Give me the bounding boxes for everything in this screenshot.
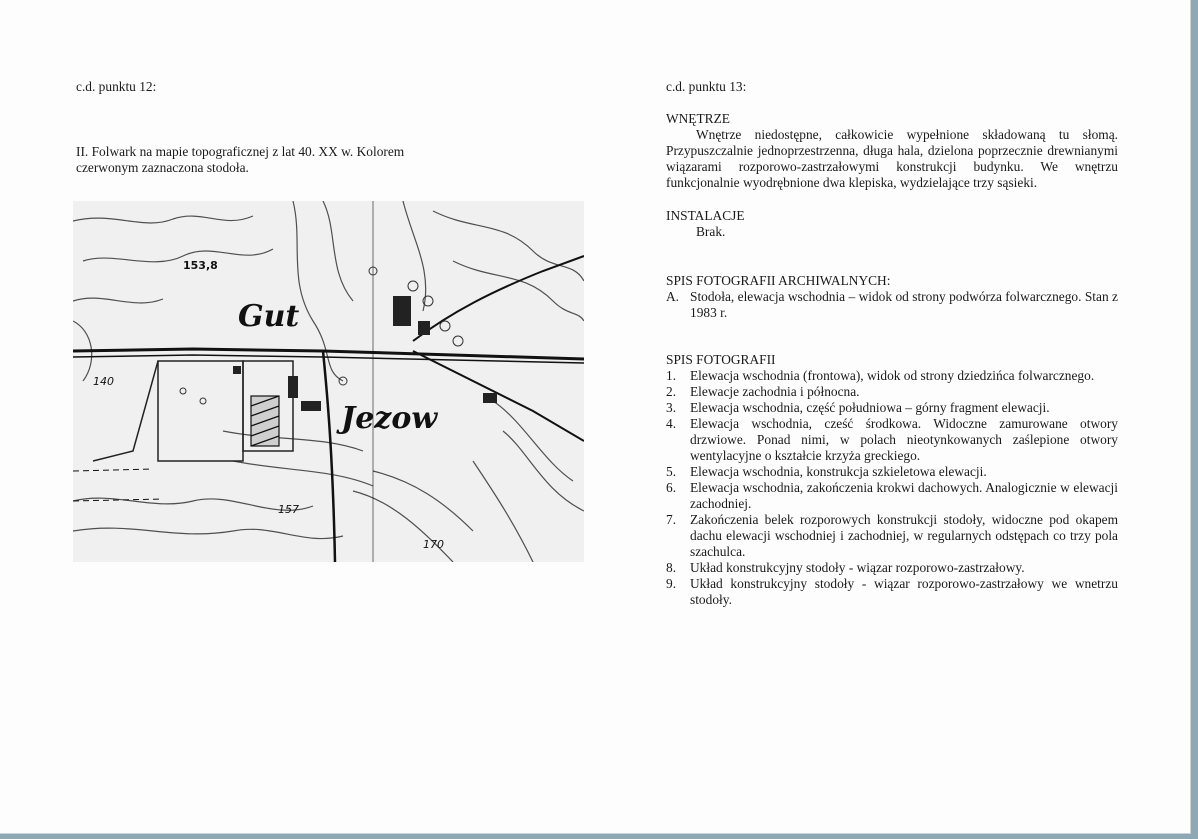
map-label-gut: Gut bbox=[238, 299, 300, 334]
list-item-number: 1. bbox=[666, 368, 677, 383]
list-item-text: Elewacje zachodnia i północna. bbox=[690, 384, 860, 399]
map-label-elevation-140: 140 bbox=[93, 375, 114, 388]
list-item-number: 2. bbox=[666, 384, 677, 399]
section-wnetrze bbox=[666, 111, 1118, 191]
list-item-number: A. bbox=[666, 289, 680, 304]
list-item bbox=[666, 464, 1118, 480]
list-item bbox=[666, 560, 1118, 576]
list-item-number: 7. bbox=[666, 512, 677, 527]
list-item bbox=[666, 384, 1118, 400]
map-label-jezow: Jezow bbox=[341, 401, 438, 436]
section-title-wnetrze: WNĘTRZE bbox=[666, 111, 730, 126]
list-item bbox=[666, 576, 1118, 608]
list-item-text: Układ konstrukcyjny stodoły - wiązar rozporowo-zastrzałowy. bbox=[690, 560, 1025, 575]
section-title-instalacje: INSTALACJE bbox=[666, 208, 745, 223]
list-item bbox=[666, 289, 1118, 321]
map-label-elevation-153: 153,8 bbox=[183, 259, 218, 272]
left-heading: c.d. punktu 12: bbox=[76, 79, 157, 94]
section-photos bbox=[666, 352, 1118, 608]
topographic-map-image bbox=[73, 201, 584, 562]
list-item bbox=[666, 512, 1118, 560]
list-item-text: Elewacja wschodnia, cześć środkowa. Widoczne zamurowane otwory drzwiowe. Ponad nimi, w polach nieotynkowanych zaślepione otwory wentylacyjne o kształcie krzyża greckiego. bbox=[690, 416, 1118, 463]
list-item-text: Elewacja wschodnia, konstrukcja szkieletowa elewacji. bbox=[690, 464, 987, 479]
archival-photos-list bbox=[666, 289, 1118, 321]
list-item-text: Zakończenia belek rozporowych konstrukcji stodoły, widoczne pod okapem dachu elewacji wschodniej i zachodniej, w regularnych odstępach co trzy pola szachulca. bbox=[690, 512, 1118, 559]
map-label-elevation-170: 170 bbox=[423, 538, 444, 551]
section-title-archival-photos: SPIS FOTOGRAFII ARCHIWALNYCH: bbox=[666, 273, 891, 288]
list-item bbox=[666, 480, 1118, 512]
list-item-number: 6. bbox=[666, 480, 677, 495]
map-caption: II. Folwark na mapie topograficznej z lat 40. XX w. Kolorem czerwonym zaznaczona stodoła. bbox=[76, 144, 405, 175]
wnetrze-text: Wnętrze niedostępne, całkowicie wypełnione składowaną tu słomą. Przypuszczalnie jednoprzestrzenna, długa hala, dzielona poprzecznie drewnianymi wiązarami rozporowo-zastrzałowymi konstrukcji budynku. We wnętrzu funkcjonalnie wyodrębnione dwa klepiska, wydzielające trzy sąsieki. bbox=[666, 127, 1118, 190]
right-heading: c.d. punktu 13: bbox=[666, 79, 747, 94]
list-item-text: Układ konstrukcyjny stodoły - wiązar rozporowo-zastrzałowy we wnetrzu stodoły. bbox=[690, 576, 1118, 607]
list-item-number: 9. bbox=[666, 576, 677, 591]
list-item-text: Elewacja wschodnia (frontowa), widok od strony dziedzińca folwarcznego. bbox=[690, 368, 1095, 383]
section-title-photos: SPIS FOTOGRAFII bbox=[666, 352, 776, 367]
list-item bbox=[666, 416, 1118, 464]
section-archival-photos bbox=[666, 273, 1118, 321]
list-item bbox=[666, 400, 1118, 416]
list-item-number: 5. bbox=[666, 464, 677, 479]
list-item-number: 4. bbox=[666, 416, 677, 431]
list-item-number: 3. bbox=[666, 400, 677, 415]
section-instalacje bbox=[666, 208, 1118, 240]
instalacje-text: Brak. bbox=[696, 224, 726, 239]
list-item-text: Elewacja wschodnia, zakończenia krokwi dachowych. Analogicznie w elewacji zachodniej. bbox=[690, 480, 1118, 511]
list-item-number: 8. bbox=[666, 560, 677, 575]
map-label-elevation-157: 157 bbox=[278, 503, 299, 516]
photos-list bbox=[666, 368, 1118, 608]
list-item-text: Stodoła, elewacja wschodnia – widok od strony podwórza folwarcznego. Stan z 1983 r. bbox=[690, 289, 1118, 320]
list-item-text: Elewacja wschodnia, część południowa – górny fragment elewacji. bbox=[690, 400, 1050, 415]
list-item bbox=[666, 368, 1118, 384]
